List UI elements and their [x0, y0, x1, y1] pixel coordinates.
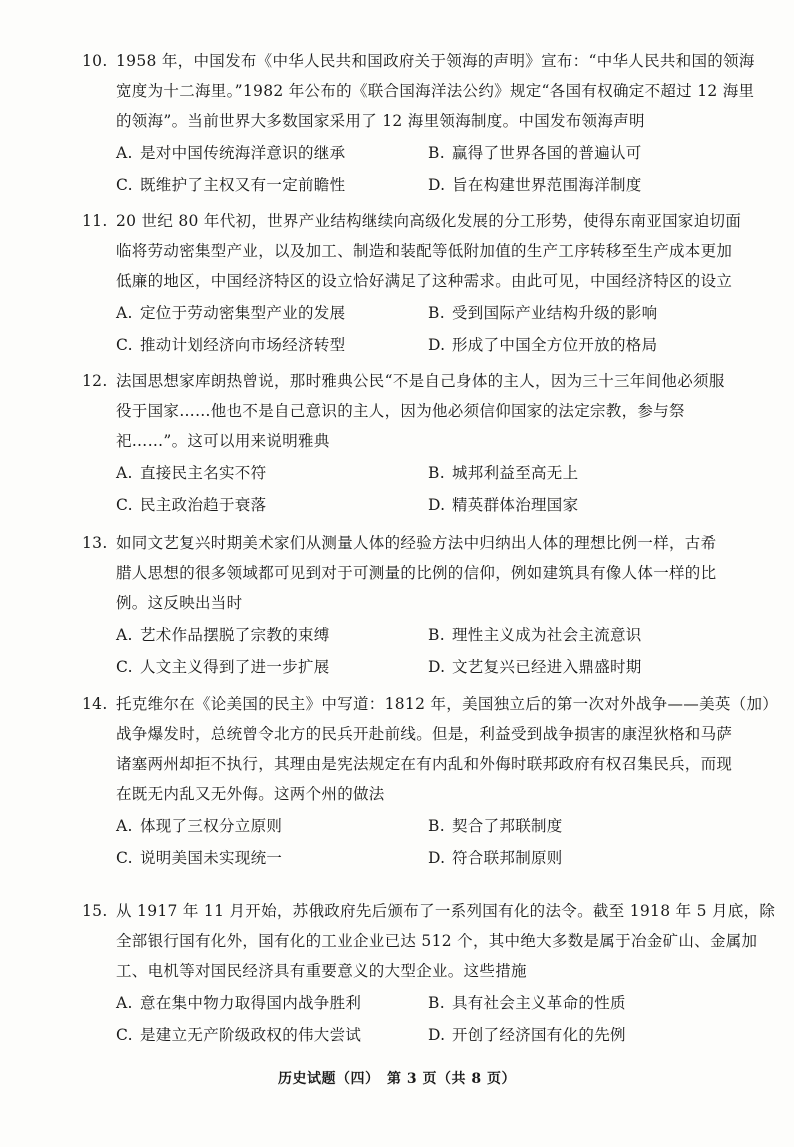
question-stem-line — [82, 689, 779, 719]
question-text: 1958 年，中国发布《中华人民共和国政府关于领海的声明》宣布：“中华人民共和国的领海 — [116, 52, 755, 70]
question-14 — [82, 689, 779, 873]
question-number: 14. — [82, 695, 108, 713]
question-number: 12. — [82, 372, 108, 390]
question-stem-line — [82, 206, 762, 236]
question-text: 20 世纪 80 年代初，世界产业结构继续向高级化发展的分工形势，使得东南亚国家迫切面 — [116, 212, 742, 230]
options-group — [82, 296, 762, 360]
question-stem-line — [82, 896, 776, 926]
question-stem-line: 战争爆发时，总统曾令北方的民兵开赴前线。但是，利益受到战争损害的康涅狄格和马萨 — [116, 725, 733, 743]
question-number: 13. — [82, 534, 108, 552]
question-stem-line: 在既无内乱又无外侮。这两个州的做法 — [116, 785, 385, 803]
option-c: C. 民主政治趋于衰落 — [116, 496, 267, 514]
option-b: B. 城邦利益至高无上 — [428, 464, 579, 482]
page-footer: 历史试题（四） 第 3 页（共 8 页） — [278, 1071, 516, 1087]
question-stem-line: 低廉的地区，中国经济特区的设立恰好满足了这种需求。由此可见，中国经济特区的设立 — [116, 272, 733, 290]
question-10 — [82, 46, 762, 200]
options-group — [82, 456, 762, 520]
option-b: B. 赢得了世界各国的普遍认可 — [428, 144, 642, 162]
question-stem-line: 工、电机等对国民经济具有重要意义的大型企业。这些措施 — [116, 962, 527, 980]
option-a: A. 体现了三权分立原则 — [116, 817, 283, 835]
question-12 — [82, 366, 762, 520]
options-group — [82, 809, 762, 873]
question-stem-line: 的领海”。当前世界大多数国家采用了 12 海里领海制度。中国发布领海声明 — [116, 112, 645, 130]
question-number: 11. — [82, 212, 108, 230]
question-13 — [82, 528, 762, 682]
option-a: A. 意在集中物力取得国内战争胜利 — [116, 994, 362, 1012]
options-group — [82, 986, 762, 1050]
option-c: C. 既维护了主权又有一定前瞻性 — [116, 176, 346, 194]
option-b: B. 具有社会主义革命的性质 — [428, 994, 626, 1012]
question-stem-line: 临将劳动密集型产业，以及加工、制造和装配等低附加值的生产工序转移至生产成本更加 — [116, 242, 733, 260]
option-c: C. 是建立无产阶级政权的伟大尝试 — [116, 1026, 362, 1044]
question-stem-line: 例。这反映出当时 — [116, 594, 243, 612]
options-group — [82, 136, 762, 200]
option-d: D. 开创了经济国有化的先例 — [428, 1026, 626, 1044]
question-stem-line: 腊人思想的很多领域都可见到对于可测量的比例的信仰，例如建筑具有像人体一样的比 — [116, 564, 717, 582]
options-group — [82, 618, 762, 682]
option-a: A. 是对中国传统海洋意识的继承 — [116, 144, 346, 162]
question-number: 10. — [82, 52, 108, 70]
question-stem-line — [82, 46, 762, 76]
option-b: B. 契合了邦联制度 — [428, 817, 563, 835]
question-stem-line: 祀……”。这可以用来说明雅典 — [116, 432, 330, 450]
option-b: B. 受到国际产业结构升级的影响 — [428, 304, 658, 322]
option-b: B. 理性主义成为社会主流意识 — [428, 626, 642, 644]
question-stem-line: 诸塞两州却拒不执行，其理由是宪法规定在有内乱和外侮时联邦政府有权召集民兵，而现 — [116, 755, 733, 773]
question-number: 15. — [82, 902, 108, 920]
question-text: 如同文艺复兴时期美术家们从测量人体的经验方法中归纳出人体的理想比例一样，古希 — [116, 534, 717, 552]
option-c: C. 人文主义得到了进一步扩展 — [116, 658, 330, 676]
option-c: C. 推动计划经济向市场经济转型 — [116, 336, 346, 354]
question-15 — [82, 896, 776, 1050]
question-stem-line — [82, 366, 762, 396]
question-stem-line — [82, 528, 762, 558]
option-d: D. 旨在构建世界范围海洋制度 — [428, 176, 642, 194]
option-a: A. 直接民主名实不符 — [116, 464, 267, 482]
option-d: D. 形成了中国全方位开放的格局 — [428, 336, 658, 354]
option-d: D. 文艺复兴已经进入鼎盛时期 — [428, 658, 642, 676]
question-text: 托克维尔在《论美国的民主》中写道：1812 年，美国独立后的第一次对外战争——美英（加） — [116, 695, 779, 713]
question-stem-line: 全部银行国有化外，国有化的工业企业已达 512 个，其中绝大多数是属于冶金矿山、金属加 — [116, 932, 758, 950]
question-stem-line: 役于国家……他也不是自己意识的主人，因为他必须信仰国家的法定宗教，参与祭 — [116, 402, 685, 420]
option-a: A. 定位于劳动密集型产业的发展 — [116, 304, 346, 322]
option-d: D. 精英群体治理国家 — [428, 496, 579, 514]
option-c: C. 说明美国未实现统一 — [116, 849, 283, 867]
question-text: 从 1917 年 11 月开始，苏俄政府先后颁布了一系列国有化的法令。截至 1918 年 5 月底，除 — [116, 902, 776, 920]
question-11 — [82, 206, 762, 360]
question-stem-line: 宽度为十二海里。”1982 年公布的《联合国海洋法公约》规定“各国有权确定不超过 12 海里 — [116, 82, 755, 100]
option-a: A. 艺术作品摆脱了宗教的束缚 — [116, 626, 330, 644]
question-text: 法国思想家库朗热曾说，那时雅典公民“不是自己身体的主人，因为三十三年间他必须服 — [116, 372, 725, 390]
option-d: D. 符合联邦制原则 — [428, 849, 563, 867]
